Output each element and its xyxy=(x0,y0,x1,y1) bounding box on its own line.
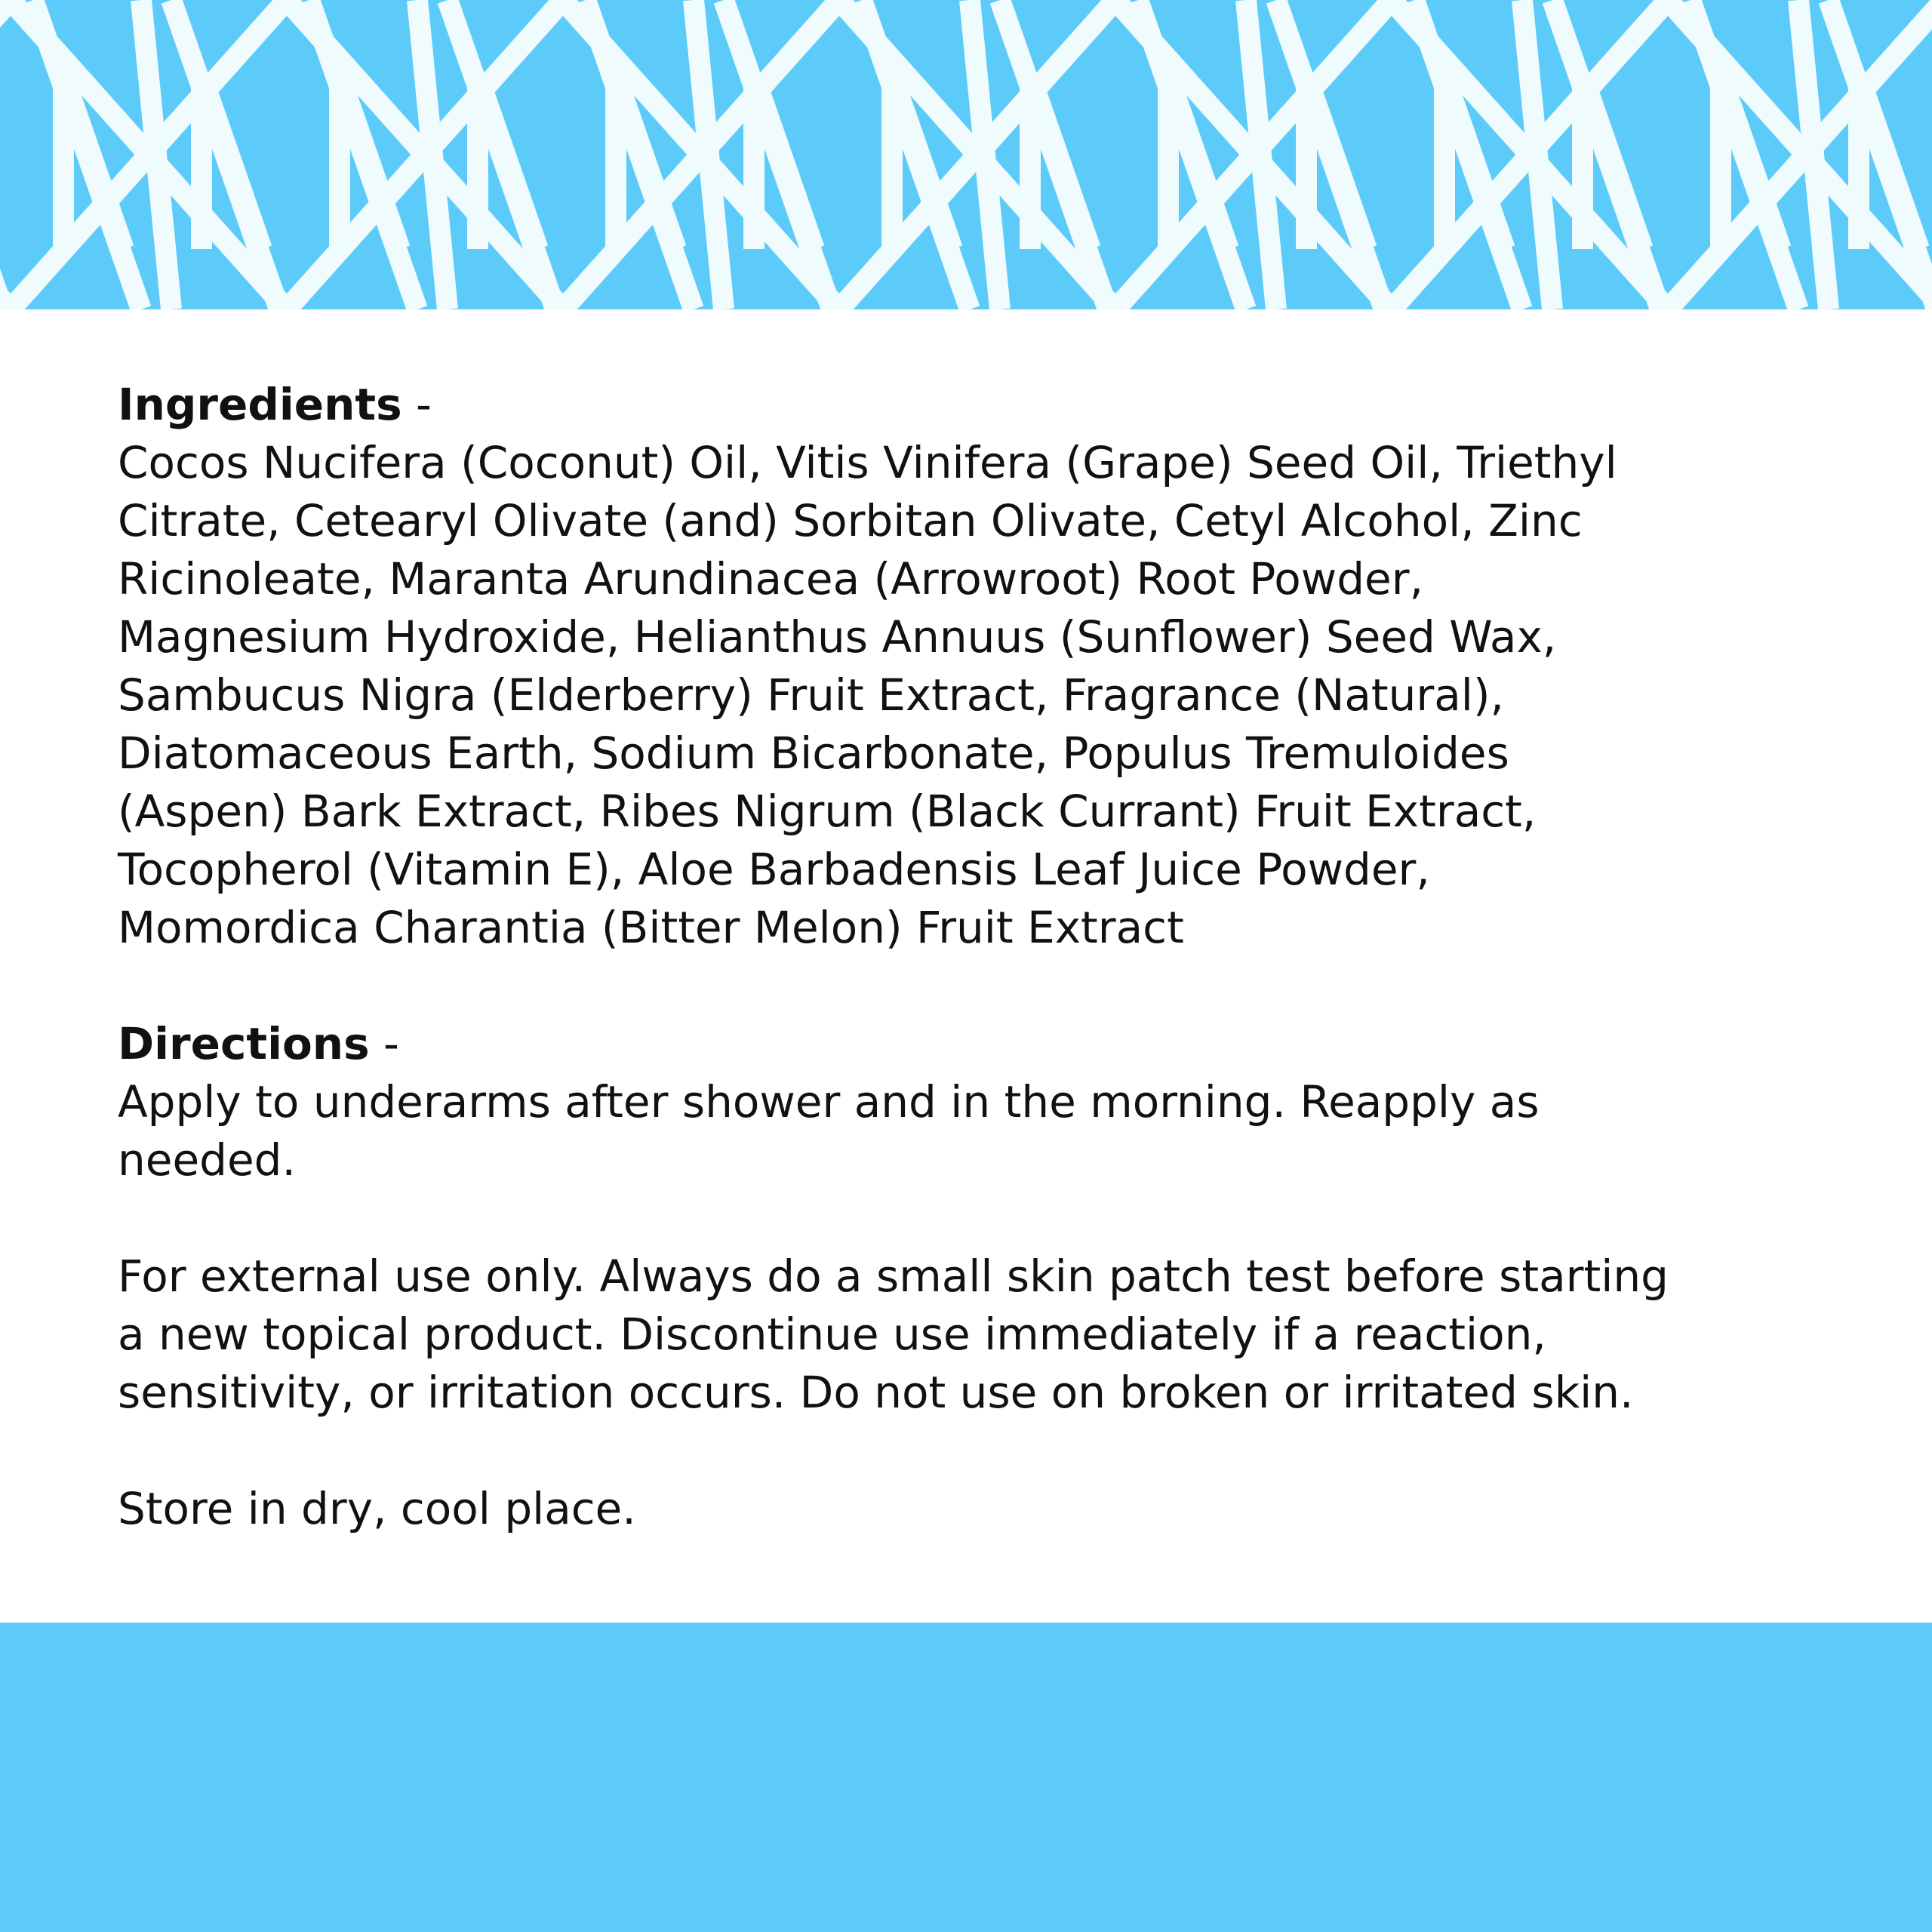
ingredients-heading-text: Ingredients xyxy=(118,379,402,430)
ingredients-line: Cocos Nucifera (Coconut) Oil, Vitis Vinifera (Grape) Seed Oil, Triethyl xyxy=(118,437,1617,488)
ingredients-line: (Aspen) Bark Extract, Ribes Nigrum (Black Currant) Fruit Extract, xyxy=(118,786,1537,837)
ingredients-heading-dash: - xyxy=(401,379,432,430)
ingredients-line: Ricinoleate, Maranta Arundinacea (Arrowroot) Root Powder, xyxy=(118,553,1424,605)
section-spacer xyxy=(118,1422,1823,1480)
bottom-color-band xyxy=(0,1623,1932,1932)
directions-line: needed. xyxy=(118,1134,296,1186)
section-spacer xyxy=(118,1189,1823,1247)
ingredients-line: Momordica Charantia (Bitter Melon) Fruit Extract xyxy=(118,902,1184,953)
directions-heading xyxy=(118,1015,1823,1073)
ingredients-line: Sambucus Nigra (Elderberry) Fruit Extract, Fragrance (Natural), xyxy=(118,669,1504,721)
section-spacer xyxy=(118,957,1823,1015)
storage-text: Store in dry, cool place. xyxy=(118,1483,636,1534)
label-text xyxy=(118,376,1823,1538)
directions-heading-text: Directions xyxy=(118,1018,370,1069)
pattern-graphic xyxy=(0,0,1932,309)
warning-line: For external use only. Always do a small skin patch test before starting xyxy=(118,1251,1669,1302)
warning-line: a new topical product. Discontinue use immediately if a reaction, xyxy=(118,1309,1546,1360)
geometric-pattern-banner xyxy=(0,0,1932,309)
directions-line: Apply to underarms after shower and in the morning. Reapply as xyxy=(118,1076,1540,1128)
ingredients-heading xyxy=(118,376,1823,434)
ingredients-line: Diatomaceous Earth, Sodium Bicarbonate, Populus Tremuloides xyxy=(118,728,1509,779)
directions-heading-dash: - xyxy=(369,1018,399,1069)
ingredients-line: Citrate, Cetearyl Olivate (and) Sorbitan Olivate, Cetyl Alcohol, Zinc xyxy=(118,495,1583,546)
ingredients-line: Magnesium Hydroxide, Helianthus Annuus (Sunflower) Seed Wax, xyxy=(118,611,1557,663)
warning-line: sensitivity, or irritation occurs. Do not use on broken or irritated skin. xyxy=(118,1367,1634,1418)
ingredients-line: Tocopherol (Vitamin E), Aloe Barbadensis Leaf Juice Powder, xyxy=(118,844,1430,895)
